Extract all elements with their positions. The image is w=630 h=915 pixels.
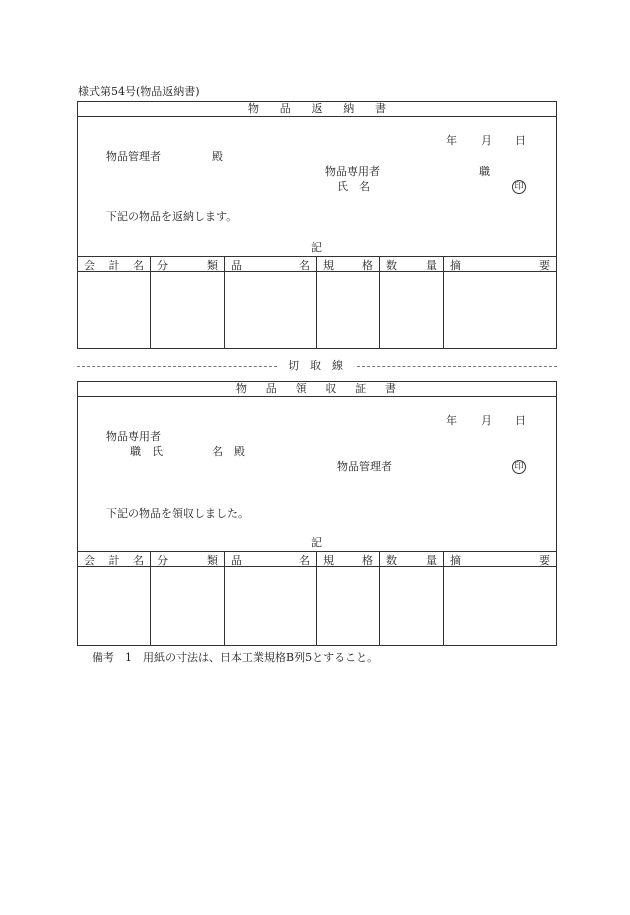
- title-char: 品: [265, 382, 277, 395]
- title-char: 書: [375, 102, 386, 115]
- cut-line-left: [77, 366, 277, 367]
- header-item-name: [225, 257, 316, 272]
- header-quantity: [380, 257, 443, 272]
- header-accounting-name: [78, 552, 150, 567]
- header-spec: [317, 257, 379, 272]
- header-remarks: [444, 257, 556, 272]
- return-form-title: [248, 103, 386, 115]
- header-char: 数: [386, 553, 397, 567]
- header-char: 要: [539, 258, 550, 272]
- post-label: 職: [479, 165, 490, 178]
- header-char: 品: [231, 258, 242, 272]
- header-char: 名: [299, 258, 310, 272]
- name-honorific: 名 殿: [212, 445, 245, 458]
- date-month: 月: [481, 134, 492, 147]
- title-char: 納: [343, 102, 355, 115]
- title-char: 領: [295, 382, 307, 395]
- header-char: 分: [157, 258, 168, 272]
- header-char: 名: [133, 258, 144, 272]
- user-label: 物品専用者: [325, 165, 380, 178]
- header-char: 計: [108, 258, 120, 272]
- header-char: 名: [299, 553, 310, 567]
- title-char: 返: [311, 102, 323, 115]
- header-char: 格: [362, 553, 373, 567]
- cut-line-right: [357, 366, 557, 367]
- header-char: 会: [84, 258, 95, 272]
- date-day: 日: [515, 134, 526, 147]
- name-label: 氏 名: [337, 180, 370, 193]
- title-char: 収: [325, 382, 337, 395]
- header-char: 規: [323, 258, 334, 272]
- manager-label: 物品管理者: [337, 460, 392, 473]
- date-year: 年: [446, 134, 457, 147]
- header-char: 分: [157, 553, 168, 567]
- header-char: 量: [426, 258, 437, 272]
- receipt-title-divider: [77, 396, 557, 397]
- header-char: 量: [426, 553, 437, 567]
- remarks-note: 備考 1 用紙の寸法は、日本工業規格B列5とすること。: [92, 651, 379, 664]
- seal-mark: 印: [512, 460, 526, 474]
- seal-mark: 印: [512, 180, 526, 194]
- date-year: 年: [446, 414, 457, 427]
- header-spec: [317, 552, 379, 567]
- return-title-divider: [77, 116, 557, 117]
- header-char: 計: [108, 553, 120, 567]
- header-char: 数: [386, 258, 397, 272]
- honorific: 殿: [212, 150, 223, 163]
- ki-label: 記: [311, 536, 322, 549]
- date-month: 月: [481, 414, 492, 427]
- header-accounting-name: [78, 257, 150, 272]
- title-char: 品: [279, 102, 291, 115]
- post-name-label: 職 氏: [130, 445, 163, 458]
- header-char: 摘: [450, 258, 461, 272]
- header-item-name: [225, 552, 316, 567]
- header-quantity: [380, 552, 443, 567]
- header-char: 規: [323, 553, 334, 567]
- header-char: 類: [207, 258, 218, 272]
- cut-line-label: 切 取 線: [288, 359, 343, 372]
- header-char: 格: [362, 258, 373, 272]
- ki-label: 記: [311, 241, 322, 254]
- header-classification: [151, 257, 224, 272]
- addressee-user: 物品専用者: [106, 430, 161, 443]
- date-day: 日: [515, 414, 526, 427]
- receipt-statement: 下記の物品を領収しました。: [106, 507, 249, 520]
- header-char: 要: [539, 553, 550, 567]
- receipt-form-title: [236, 383, 396, 395]
- title-char: 物: [236, 382, 247, 395]
- header-classification: [151, 552, 224, 567]
- return-statement: 下記の物品を返納します。: [106, 210, 238, 223]
- header-char: 名: [133, 553, 144, 567]
- title-char: 書: [384, 382, 396, 395]
- header-char: 摘: [450, 553, 461, 567]
- header-char: 品: [231, 553, 242, 567]
- header-char: 類: [207, 553, 218, 567]
- title-char: 物: [248, 102, 259, 115]
- header-char: 会: [84, 553, 95, 567]
- addressee-manager: 物品管理者: [106, 150, 161, 163]
- form-number-label: 様式第54号(物品返納書): [78, 85, 200, 98]
- header-remarks: [444, 552, 556, 567]
- title-char: 証: [355, 382, 367, 395]
